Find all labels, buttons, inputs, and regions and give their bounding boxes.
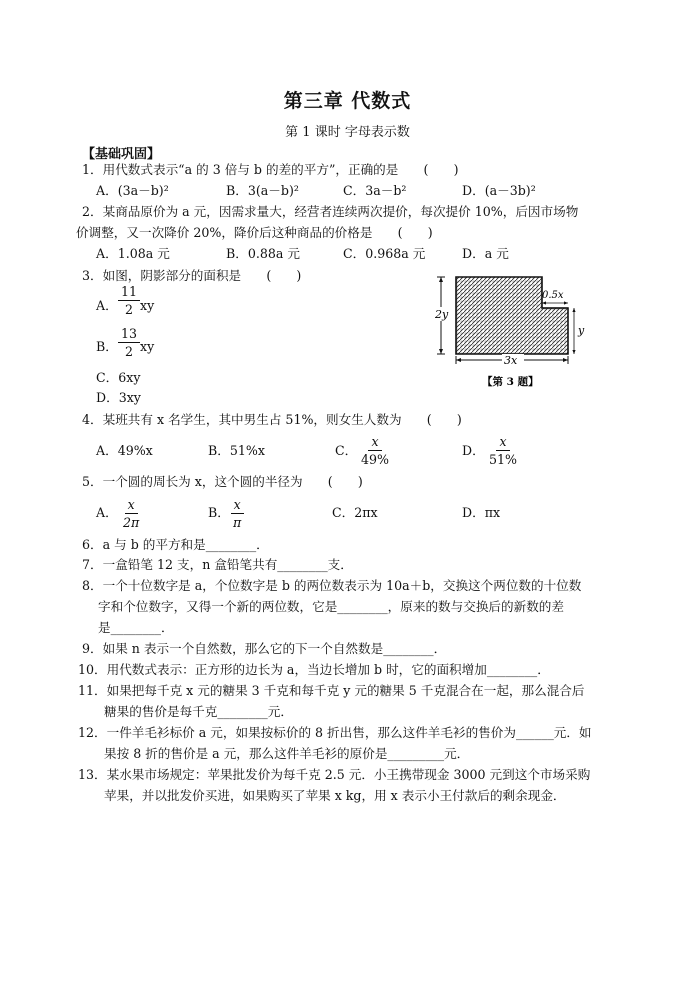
q1-option-c: C．3a－b² bbox=[343, 183, 407, 198]
q2-stem-line1: 2．某商品原价为 a 元，因需求量大，经营者连续两次提价，每次提价 10%，后因市场物 bbox=[82, 204, 579, 219]
q2-stem-line2: 价调整，又一次降价 20%，降价后这种商品的价格是 ( ) bbox=[76, 225, 433, 240]
q4-option-d-denominator: 51% bbox=[489, 452, 517, 467]
q5-option-b-label: B． bbox=[208, 505, 230, 520]
q2-option-c: C．0.968a 元 bbox=[343, 246, 426, 261]
q5-option-a-fraction bbox=[120, 497, 142, 530]
q11-line2: 糖果的售价是每千克________元． bbox=[104, 704, 293, 719]
q3-option-a-var: xy bbox=[140, 298, 155, 313]
q4-option-a: A．49%x bbox=[96, 443, 153, 458]
q5-option-a-numerator: x bbox=[125, 497, 138, 514]
q3-option-a-denominator: 2 bbox=[125, 302, 134, 317]
q4-stem: 4．某班共有 x 名学生，其中男生占 51%，则女生人数为 ( ) bbox=[82, 412, 462, 427]
q4-option-c-fraction bbox=[358, 434, 392, 467]
q3-stem: 3．如图，阴影部分的面积是 ( ) bbox=[82, 268, 302, 283]
q9-text: 9．如果 n 表示一个自然数，那么它的下一个自然数是________． bbox=[82, 641, 447, 656]
q4-option-d-numerator: x bbox=[496, 434, 509, 451]
chapter-title: 第三章 代数式 bbox=[283, 90, 412, 112]
q4-option-c-label: C． bbox=[335, 443, 358, 458]
q1-option-b: B．3(a－b)² bbox=[226, 183, 299, 198]
q5-option-c: C．2πx bbox=[332, 505, 378, 520]
q3-figure-bottom-label: 3x bbox=[504, 354, 518, 367]
q3-option-d: D．3xy bbox=[96, 390, 141, 405]
q3-option-a-label: A． bbox=[96, 298, 118, 313]
q5-option-d: D．πx bbox=[462, 505, 501, 520]
q12-line1: 12．一件羊毛衫标价 a 元，如果按标价的 8 折出售，那么这件羊毛衫的售价为______元．如 bbox=[78, 725, 592, 740]
q7-text: 7．一盒铅笔 12 支，n 盒铅笔共有________支． bbox=[82, 557, 353, 572]
q13-line1: 13．某水果市场规定：苹果批发价为每千克 2.5 元．小王携带现金 3000 元到这个市场采购 bbox=[78, 767, 591, 782]
q1-option-d: D．(a－3b)² bbox=[462, 183, 536, 198]
q5-option-a-denominator: 2π bbox=[123, 515, 140, 530]
q1-option-a: A．(3a－b)² bbox=[96, 183, 169, 198]
q5-option-b-numerator: x bbox=[231, 497, 244, 514]
q2-option-a: A．1.08a 元 bbox=[96, 246, 170, 261]
q3-figure bbox=[432, 272, 592, 392]
q3-option-b-var: xy bbox=[140, 339, 155, 354]
q3-figure-right-label: y bbox=[578, 324, 585, 337]
q3-option-b-fraction bbox=[118, 326, 140, 359]
q3-figure-left-label: 2y bbox=[435, 308, 449, 321]
q4-option-c-numerator: x bbox=[368, 434, 381, 451]
q1-stem: 1．用代数式表示“a 的 3 倍与 b 的差的平方”，正确的是 ( ) bbox=[82, 162, 459, 177]
q5-option-a-label: A． bbox=[96, 505, 118, 520]
q5-stem: 5．一个圆的周长为 x，这个圆的半径为 ( ) bbox=[82, 474, 363, 489]
q3-option-b-denominator: 2 bbox=[125, 344, 134, 359]
q11-line1: 11．如果把每千克 x 元的糖果 3 千克和每千克 y 元的糖果 5 千克混合在一起，那么混合后 bbox=[78, 683, 585, 698]
q13-line2: 苹果，并以批发价买进，如果购买了苹果 x kg，用 x 表示小王付款后的剩余现金． bbox=[104, 788, 566, 803]
q8-line3: 是________． bbox=[98, 620, 174, 635]
q12-line2: 果按 8 折的售价是 a 元，那么这件羊毛衫的原价是_________元． bbox=[104, 746, 470, 761]
q3-figure-shaded-region bbox=[456, 277, 568, 354]
q4-option-b: B．51%x bbox=[208, 443, 265, 458]
q4-option-d-fraction bbox=[486, 434, 520, 467]
q3-figure-top-right-label: 0.5x bbox=[542, 290, 564, 301]
q3-figure-caption: 【第 3 题】 bbox=[482, 376, 539, 388]
q2-option-d: D．a 元 bbox=[462, 246, 509, 261]
q3-option-b-label: B． bbox=[96, 339, 118, 354]
q6-text: 6．a 与 b 的平方和是________． bbox=[82, 537, 269, 552]
q4-option-d-label: D． bbox=[462, 443, 485, 458]
q5-option-b-denominator: π bbox=[233, 515, 242, 530]
q8-line1: 8．一个十位数字是 a，个位数字是 b 的两位数表示为 10a＋b，交换这个两位数的十位数 bbox=[82, 578, 582, 593]
q10-text: 10．用代数式表示：正方形的边长为 a，当边长增加 b 时，它的面积增加________． bbox=[78, 662, 550, 677]
q3-option-a-fraction bbox=[118, 284, 140, 317]
q8-line2: 字和个位数字，又得一个新的两位数，它是________，原来的数与交换后的新数的差 bbox=[98, 599, 564, 614]
section-heading: 【基础巩固】 bbox=[82, 147, 161, 162]
q2-option-b: B．0.88a 元 bbox=[226, 246, 300, 261]
q3-option-a-numerator: 11 bbox=[118, 284, 140, 301]
q3-option-b-numerator: 13 bbox=[118, 326, 140, 343]
q4-option-c-denominator: 49% bbox=[361, 452, 389, 467]
lesson-subtitle: 第 1 课时 字母表示数 bbox=[285, 125, 410, 140]
q3-option-c: C．6xy bbox=[96, 370, 141, 385]
q5-option-b-fraction bbox=[230, 497, 244, 530]
